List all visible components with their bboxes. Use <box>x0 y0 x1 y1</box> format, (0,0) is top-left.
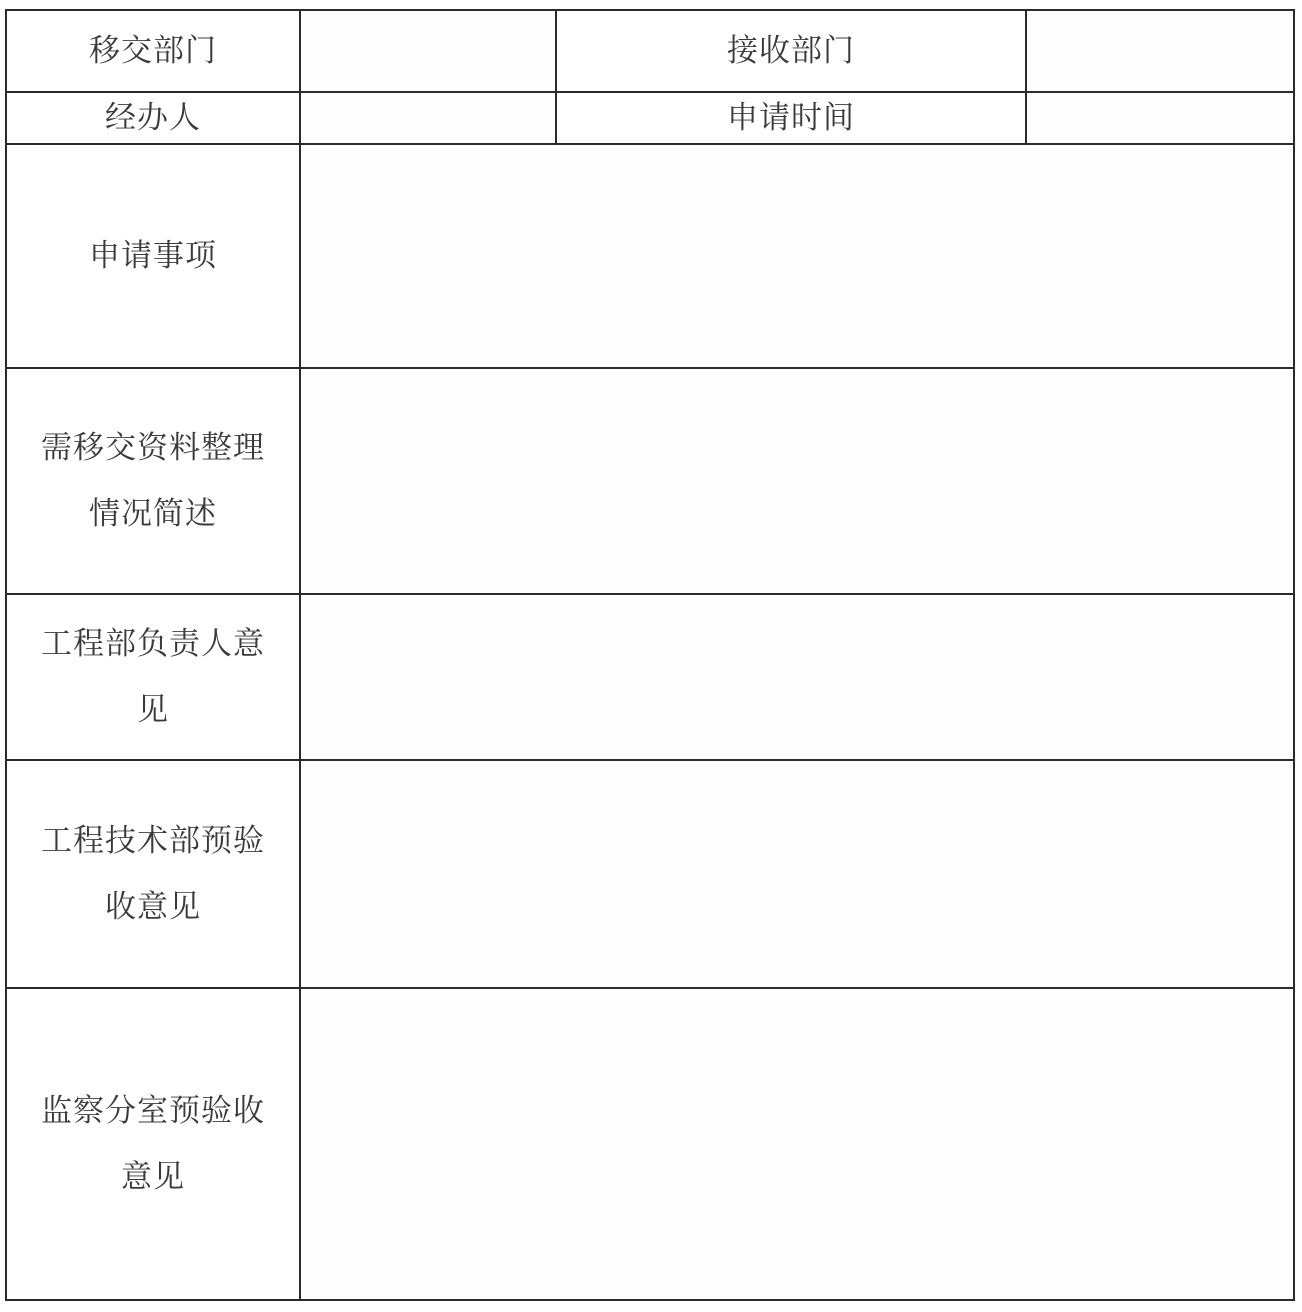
apply-time-field[interactable] <box>1026 92 1294 144</box>
application-matter-label: 申请事项 <box>89 238 217 274</box>
row-supervision-opinion <box>6 988 1294 1300</box>
supervision-opinion-label-line2: 意见 <box>121 1159 185 1195</box>
handler-label-cell <box>6 92 300 144</box>
receive-dept-label: 接收部门 <box>727 33 855 69</box>
receive-dept-field[interactable] <box>1026 10 1294 92</box>
transfer-dept-label-cell <box>6 10 300 92</box>
receive-dept-label-cell <box>556 10 1026 92</box>
supervision-opinion-field[interactable] <box>300 988 1294 1300</box>
engineering-tech-opinion-field[interactable] <box>300 760 1294 988</box>
supervision-opinion-label-line1: 监察分室预验收 <box>41 1093 265 1129</box>
engineering-head-opinion-label-line2: 见 <box>137 692 169 728</box>
engineering-head-opinion-label-line1: 工程部负责人意 <box>41 626 265 662</box>
row-engineering-tech-opinion <box>6 760 1294 988</box>
row-handler-time <box>6 92 1294 144</box>
application-matter-field[interactable] <box>300 144 1294 368</box>
transfer-dept-label: 移交部门 <box>89 33 217 69</box>
apply-time-label: 申请时间 <box>727 100 855 136</box>
handler-field[interactable] <box>300 92 556 144</box>
row-application-matter <box>6 144 1294 368</box>
materials-summary-label-line1: 需移交资料整理 <box>41 430 265 466</box>
materials-summary-field[interactable] <box>300 368 1294 594</box>
supervision-opinion-label-cell <box>6 988 300 1300</box>
row-departments <box>6 10 1294 92</box>
application-matter-label-cell <box>6 144 300 368</box>
engineering-head-opinion-field[interactable] <box>300 594 1294 760</box>
row-engineering-head-opinion <box>6 594 1294 760</box>
engineering-tech-opinion-label-line2: 收意见 <box>105 889 201 925</box>
transfer-application-form <box>5 9 1295 1301</box>
materials-summary-label-cell <box>6 368 300 594</box>
materials-summary-label-line2: 情况简述 <box>89 496 217 532</box>
engineering-head-opinion-label-cell <box>6 594 300 760</box>
row-materials-summary <box>6 368 1294 594</box>
transfer-dept-field[interactable] <box>300 10 556 92</box>
apply-time-label-cell <box>556 92 1026 144</box>
engineering-tech-opinion-label-line1: 工程技术部预验 <box>41 823 265 859</box>
engineering-tech-opinion-label-cell <box>6 760 300 988</box>
handler-label: 经办人 <box>105 100 201 136</box>
